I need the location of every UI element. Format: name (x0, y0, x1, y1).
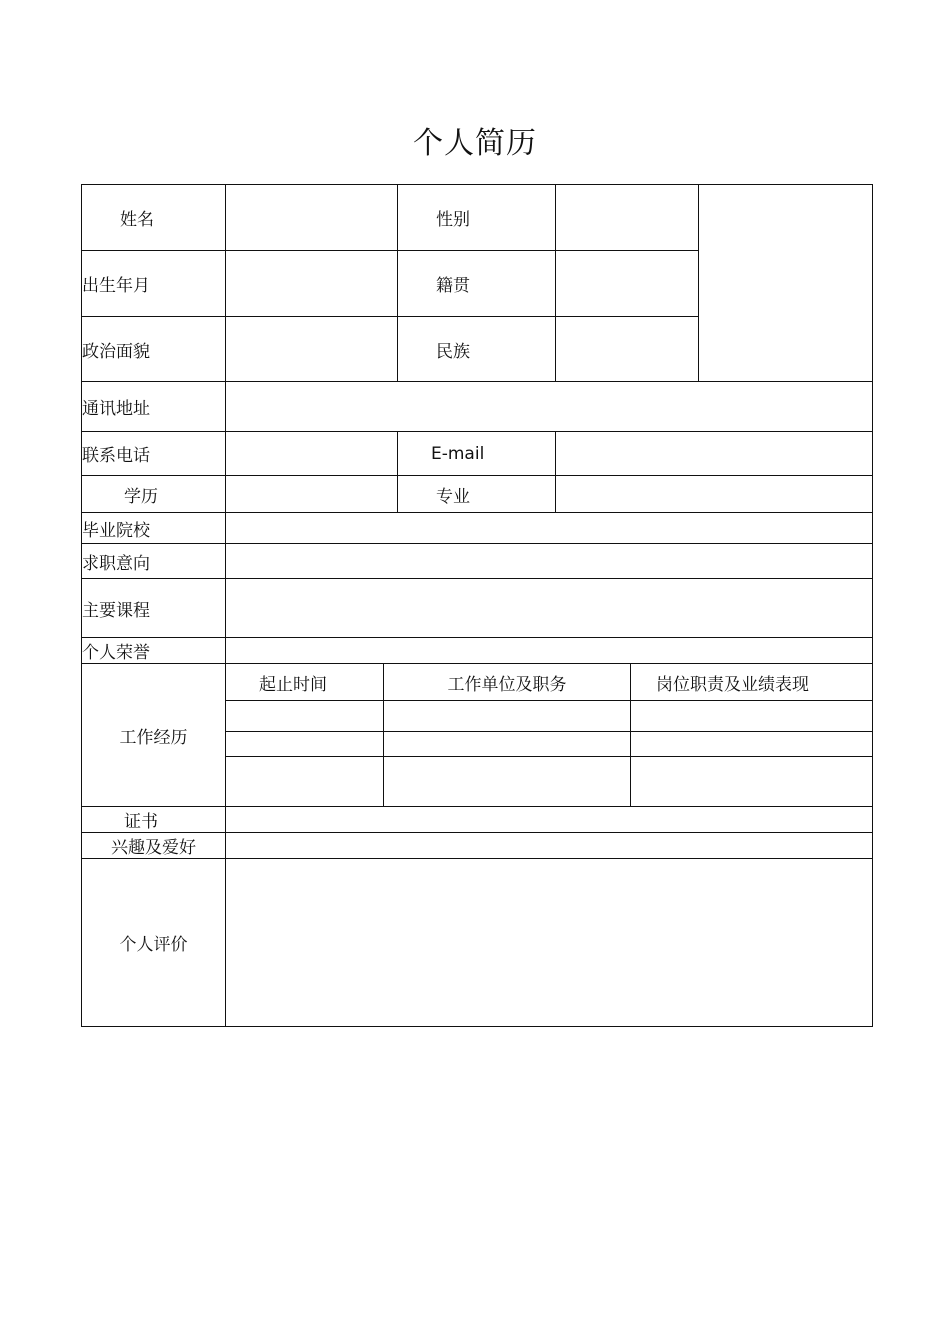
job-intention-value-cell[interactable] (226, 544, 873, 579)
birth-label: 出生年月 (82, 251, 226, 317)
work-col-period: 起止时间 (226, 664, 384, 701)
education-label: 学历 (82, 476, 226, 513)
ethnicity-value-cell[interactable] (556, 317, 699, 382)
work-col-duties: 岗位职责及业绩表现 (631, 664, 873, 701)
birth-value-cell[interactable] (226, 251, 398, 317)
row-self-evaluation (82, 859, 873, 1027)
honors-label: 个人荣誉 (82, 638, 226, 664)
certificates-label: 证书 (82, 807, 226, 833)
education-value-cell[interactable] (226, 476, 398, 513)
resume-table (81, 184, 873, 1027)
email-label: E-mail (398, 432, 556, 476)
work-employer-cell[interactable] (384, 732, 631, 757)
native-place-value-cell[interactable] (556, 251, 699, 317)
major-label: 专业 (398, 476, 556, 513)
work-period-cell[interactable] (226, 701, 384, 732)
main-courses-value-cell[interactable] (226, 579, 873, 638)
row-certificates (82, 807, 873, 833)
work-duties-cell[interactable] (631, 701, 873, 732)
address-value-cell[interactable] (226, 382, 873, 432)
name-label: 姓名 (82, 185, 226, 251)
row-school (82, 513, 873, 544)
work-duties-cell[interactable] (631, 732, 873, 757)
gender-value-cell[interactable] (556, 185, 699, 251)
photo-cell[interactable] (699, 185, 873, 382)
native-place-label: 籍贯 (398, 251, 556, 317)
political-status-value-cell[interactable] (226, 317, 398, 382)
school-value-cell[interactable] (226, 513, 873, 544)
row-name (82, 185, 873, 251)
self-evaluation-label: 个人评价 (82, 859, 226, 1027)
row-hobbies (82, 833, 873, 859)
work-header-row (82, 664, 873, 701)
work-period-cell[interactable] (226, 732, 384, 757)
certificates-value-cell[interactable] (226, 807, 873, 833)
row-job-intention (82, 544, 873, 579)
work-employer-cell[interactable] (384, 701, 631, 732)
work-period-cell[interactable] (226, 757, 384, 807)
work-employer-cell[interactable] (384, 757, 631, 807)
school-label: 毕业院校 (82, 513, 226, 544)
row-main-courses (82, 579, 873, 638)
row-address (82, 382, 873, 432)
work-experience-label: 工作经历 (82, 664, 226, 807)
page-title: 个人简历 (413, 126, 537, 161)
hobbies-value-cell[interactable] (226, 833, 873, 859)
main-courses-label: 主要课程 (82, 579, 226, 638)
political-status-label: 政治面貌 (82, 317, 226, 382)
row-phone (82, 432, 873, 476)
address-label: 通讯地址 (82, 382, 226, 432)
honors-value-cell[interactable] (226, 638, 873, 664)
work-col-employer: 工作单位及职务 (384, 664, 631, 701)
gender-label: 性别 (398, 185, 556, 251)
work-duties-cell[interactable] (631, 757, 873, 807)
ethnicity-label: 民族 (398, 317, 556, 382)
phone-label: 联系电话 (82, 432, 226, 476)
major-value-cell[interactable] (556, 476, 873, 513)
job-intention-label: 求职意向 (82, 544, 226, 579)
self-evaluation-value-cell[interactable] (226, 859, 873, 1027)
phone-value-cell[interactable] (226, 432, 398, 476)
row-education (82, 476, 873, 513)
name-value-cell[interactable] (226, 185, 398, 251)
hobbies-label: 兴趣及爱好 (82, 833, 226, 859)
email-value-cell[interactable] (556, 432, 873, 476)
row-honors (82, 638, 873, 664)
